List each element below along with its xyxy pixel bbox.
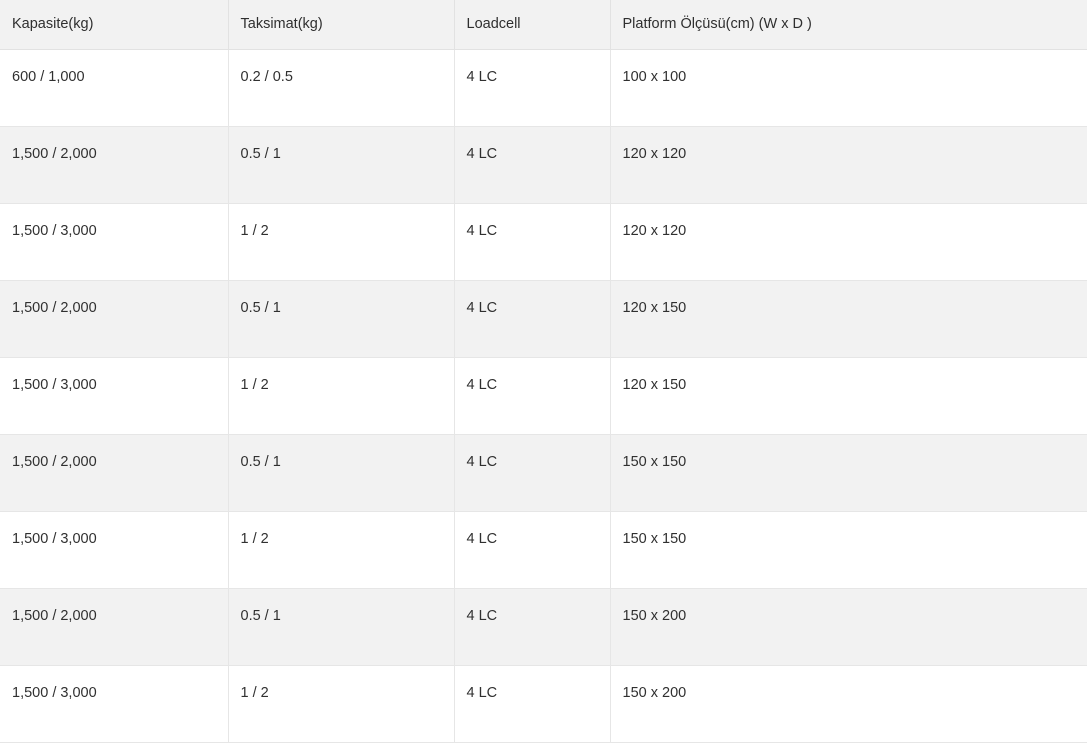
cell-platform-olcusu: 120 x 150: [610, 281, 1087, 358]
cell-kapasite: 1,500 / 3,000: [0, 358, 228, 435]
table-body: [0, 50, 1087, 743]
column-header-taksimat: Taksimat(kg): [228, 0, 454, 50]
table-row: [0, 50, 1087, 127]
table-header: [0, 0, 1087, 50]
cell-platform-olcusu: 120 x 120: [610, 127, 1087, 204]
cell-platform-olcusu: 120 x 150: [610, 358, 1087, 435]
cell-loadcell: 4 LC: [454, 127, 610, 204]
cell-kapasite: 1,500 / 2,000: [0, 435, 228, 512]
cell-taksimat: 1 / 2: [228, 512, 454, 589]
cell-taksimat: 0.2 / 0.5: [228, 50, 454, 127]
column-header-kapasite: Kapasite(kg): [0, 0, 228, 50]
cell-kapasite: 1,500 / 2,000: [0, 589, 228, 666]
cell-loadcell: 4 LC: [454, 281, 610, 358]
table-row: [0, 589, 1087, 666]
table-row: [0, 435, 1087, 512]
cell-taksimat: 1 / 2: [228, 358, 454, 435]
cell-loadcell: 4 LC: [454, 358, 610, 435]
cell-kapasite: 1,500 / 3,000: [0, 512, 228, 589]
cell-platform-olcusu: 150 x 200: [610, 589, 1087, 666]
cell-kapasite: 1,500 / 3,000: [0, 204, 228, 281]
cell-platform-olcusu: 150 x 150: [610, 435, 1087, 512]
cell-taksimat: 0.5 / 1: [228, 127, 454, 204]
cell-taksimat: 1 / 2: [228, 666, 454, 743]
cell-kapasite: 600 / 1,000: [0, 50, 228, 127]
cell-loadcell: 4 LC: [454, 512, 610, 589]
cell-platform-olcusu: 120 x 120: [610, 204, 1087, 281]
cell-taksimat: 0.5 / 1: [228, 281, 454, 358]
cell-kapasite: 1,500 / 3,000: [0, 666, 228, 743]
cell-platform-olcusu: 150 x 200: [610, 666, 1087, 743]
cell-platform-olcusu: 100 x 100: [610, 50, 1087, 127]
column-header-platform-olcusu: Platform Ölçüsü(cm) (W x D ): [610, 0, 1087, 50]
table-row: [0, 358, 1087, 435]
table-row: [0, 512, 1087, 589]
cell-loadcell: 4 LC: [454, 50, 610, 127]
cell-loadcell: 4 LC: [454, 435, 610, 512]
cell-loadcell: 4 LC: [454, 204, 610, 281]
cell-kapasite: 1,500 / 2,000: [0, 127, 228, 204]
table-row: [0, 204, 1087, 281]
table-row: [0, 281, 1087, 358]
cell-loadcell: 4 LC: [454, 589, 610, 666]
cell-taksimat: 0.5 / 1: [228, 589, 454, 666]
table-header-row: [0, 0, 1087, 50]
cell-platform-olcusu: 150 x 150: [610, 512, 1087, 589]
table-row: [0, 666, 1087, 743]
cell-taksimat: 0.5 / 1: [228, 435, 454, 512]
cell-taksimat: 1 / 2: [228, 204, 454, 281]
column-header-loadcell: Loadcell: [454, 0, 610, 50]
table-row: [0, 127, 1087, 204]
cell-kapasite: 1,500 / 2,000: [0, 281, 228, 358]
cell-loadcell: 4 LC: [454, 666, 610, 743]
